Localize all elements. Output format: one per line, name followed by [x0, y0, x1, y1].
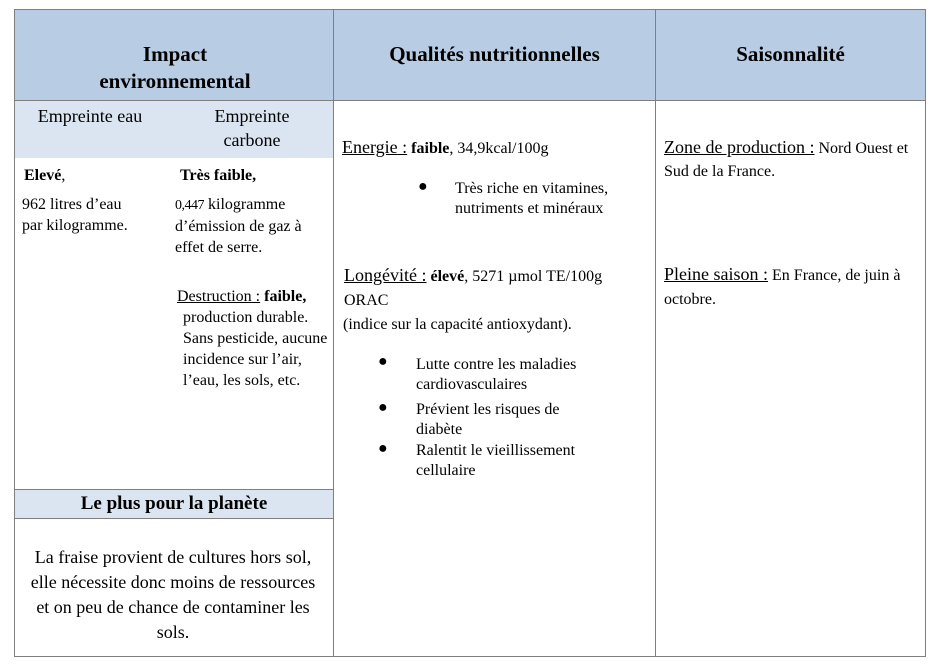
season-text: En France, de juin à octobre.: [664, 267, 901, 308]
zone-text: Nord Ouest et Sud de la France.: [664, 140, 909, 180]
energy-bullet-dot: ●: [418, 178, 428, 195]
energy-value: , 34,9kcal/100g: [449, 140, 549, 157]
carbon-value: 0,447: [175, 198, 204, 213]
zone-colon: :: [804, 137, 815, 157]
carbon-rating: Très faible,: [180, 167, 257, 184]
full-season: [664, 262, 914, 312]
destruction-detail: production durable. Sans pesticide, aucune incidence sur l’air, l’eau, les sols, etc.: [183, 309, 328, 389]
table-border-top: [14, 9, 926, 10]
longevity-bullet-dot-1: ●: [378, 353, 388, 370]
header-season-title: Saisonnalité: [736, 42, 845, 66]
plus-divider-bottom: [14, 518, 334, 519]
col-divider-2: [655, 9, 656, 657]
season-colon: :: [758, 264, 769, 284]
col-divider-1: [333, 9, 334, 657]
energy-label: Energie: [342, 137, 398, 157]
plus-title: Le plus pour la planète: [80, 493, 268, 514]
energy-colon: :: [397, 137, 408, 157]
longevity-bullet-2: Prévient les risques de diabète: [416, 401, 560, 438]
plus-text: La fraise provient de cultures hors sol, elle nécessite donc moins de ressources et on peu de chance de contaminer les sols.: [30, 547, 316, 642]
water-rating: [24, 165, 65, 186]
table-border-right: [925, 9, 926, 657]
longevity-bullet-3: Ralentit le vieillissement cellulaire: [416, 442, 576, 479]
carbon-detail-text: kilogramme d’émission de gaz à effet de serre.: [175, 196, 302, 256]
energy-bullet-1: Très riche en vitamines, nutriments et minéraux: [455, 180, 609, 217]
water-rating-suffix: ,: [61, 167, 66, 184]
longevity-note: (indice sur la capacité antioxydant).: [343, 316, 572, 333]
longevity-bullet-1: Lutte contre les maladies cardiovasculaires: [416, 356, 577, 393]
water-rating-value: Elevé: [24, 167, 62, 184]
longevity-label: Longévité: [344, 265, 417, 285]
season-label: Pleine saison: [664, 264, 759, 284]
table-border-bottom: [14, 656, 926, 657]
destruction-rating: faible,: [264, 288, 307, 305]
destruction-colon: :: [251, 288, 261, 305]
plus-divider-top: [14, 489, 334, 490]
longevity-value: , 5271 µmol TE/100g ORAC: [344, 268, 603, 309]
table-border-left: [14, 9, 15, 657]
energy-line: [342, 137, 652, 159]
longevity-line: [344, 265, 644, 313]
header-divider: [14, 100, 926, 101]
header-nutrition-title: Qualités nutritionnelles: [389, 42, 600, 66]
longevity-colon: :: [416, 265, 427, 285]
longevity-bullet-dot-3: ●: [378, 440, 388, 457]
zone-production: [664, 136, 914, 183]
destruction-label: Destruction: [177, 288, 252, 305]
longevity-rating: élevé: [430, 268, 465, 285]
destruction-line: [177, 286, 337, 307]
water-detail: 962 litres d’eau par kilogramme.: [22, 196, 128, 234]
subheader-water-footprint: Empreinte eau: [37, 106, 143, 126]
longevity-bullet-dot-2: ●: [378, 399, 388, 416]
header-impact-title: Impact environnemental: [99, 42, 251, 93]
zone-label: Zone de production: [664, 137, 805, 157]
carbon-detail: [175, 194, 325, 258]
energy-rating: faible: [411, 140, 450, 157]
subheader-carbon-footprint: Empreinte carbone: [214, 106, 290, 150]
